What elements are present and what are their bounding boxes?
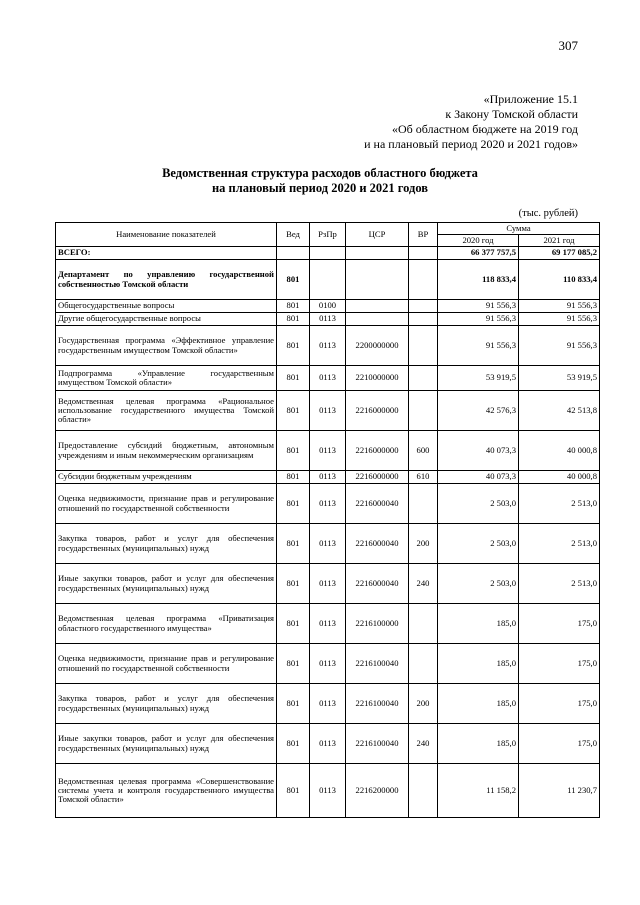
table-row <box>56 391 600 431</box>
table-row <box>56 684 600 724</box>
table-row <box>56 764 600 818</box>
appendix-line-2: к Закону Томской области <box>445 107 578 121</box>
cell-vr <box>409 604 438 644</box>
table-row <box>56 247 600 260</box>
cell-ved: 801 <box>277 724 310 764</box>
cell-2021: 11 230,7 <box>519 764 600 818</box>
cell-name: Ведомственная целевая программа «Приватизация областного государственного имущества» <box>56 604 277 644</box>
cell-vr <box>409 326 438 366</box>
cell-2021: 110 833,4 <box>519 260 600 300</box>
cell-ved: 801 <box>277 366 310 391</box>
cell-ved <box>277 247 310 260</box>
cell-name: Закупка товаров, работ и услуг для обеспечения государственных (муниципальных) нужд <box>56 684 277 724</box>
table-row <box>56 260 600 300</box>
cell-csr <box>346 313 409 326</box>
cell-csr: 2216000040 <box>346 484 409 524</box>
cell-rzpr: 0113 <box>310 644 346 684</box>
cell-2020: 118 833,4 <box>438 260 519 300</box>
cell-vr <box>409 484 438 524</box>
cell-vr: 200 <box>409 684 438 724</box>
cell-2020: 40 073,3 <box>438 431 519 471</box>
cell-ved: 801 <box>277 260 310 300</box>
cell-2021: 69 177 085,2 <box>519 247 600 260</box>
cell-ved: 801 <box>277 564 310 604</box>
header-rzpr: РзПр <box>310 223 346 247</box>
table-row <box>56 484 600 524</box>
cell-vr: 200 <box>409 524 438 564</box>
cell-2020: 91 556,3 <box>438 326 519 366</box>
cell-csr: 2216000000 <box>346 471 409 484</box>
header-sum: Сумма <box>438 223 600 235</box>
cell-name: Субсидии бюджетным учреждениям <box>56 471 277 484</box>
cell-vr <box>409 260 438 300</box>
cell-ved: 801 <box>277 326 310 366</box>
appendix-line-4: и на плановый период 2020 и 2021 годов» <box>364 137 578 151</box>
cell-2021: 175,0 <box>519 644 600 684</box>
cell-rzpr: 0113 <box>310 764 346 818</box>
page-number: 307 <box>558 38 578 53</box>
cell-2020: 11 158,2 <box>438 764 519 818</box>
table-row <box>56 604 600 644</box>
cell-2021: 175,0 <box>519 684 600 724</box>
cell-rzpr: 0100 <box>310 300 346 313</box>
cell-ved: 801 <box>277 604 310 644</box>
cell-csr <box>346 247 409 260</box>
cell-ved: 801 <box>277 431 310 471</box>
cell-name: Иные закупки товаров, работ и услуг для обеспечения государственных (муниципальных) нужд <box>56 724 277 764</box>
cell-ved: 801 <box>277 484 310 524</box>
cell-rzpr: 0113 <box>310 326 346 366</box>
cell-2020: 185,0 <box>438 724 519 764</box>
cell-2021: 2 513,0 <box>519 564 600 604</box>
cell-2021: 175,0 <box>519 724 600 764</box>
cell-2020: 91 556,3 <box>438 300 519 313</box>
cell-rzpr: 0113 <box>310 366 346 391</box>
cell-vr: 240 <box>409 564 438 604</box>
appendix-reference <box>364 92 578 152</box>
cell-rzpr <box>310 247 346 260</box>
cell-vr: 610 <box>409 471 438 484</box>
cell-csr: 2216000000 <box>346 391 409 431</box>
cell-rzpr: 0113 <box>310 604 346 644</box>
cell-rzpr: 0113 <box>310 391 346 431</box>
cell-2020: 40 073,3 <box>438 471 519 484</box>
cell-ved: 801 <box>277 300 310 313</box>
cell-csr: 2210000000 <box>346 366 409 391</box>
header-csr: ЦСР <box>346 223 409 247</box>
cell-csr: 2216000040 <box>346 524 409 564</box>
cell-2021: 42 513,8 <box>519 391 600 431</box>
table-row <box>56 326 600 366</box>
cell-ved: 801 <box>277 644 310 684</box>
cell-rzpr: 0113 <box>310 724 346 764</box>
cell-2021: 91 556,3 <box>519 313 600 326</box>
cell-rzpr <box>310 260 346 300</box>
units-label: (тыс. рублей) <box>518 208 578 219</box>
title-line-1: Ведомственная структура расходов областного бюджета <box>162 166 478 180</box>
cell-name: Иные закупки товаров, работ и услуг для обеспечения государственных (муниципальных) нужд <box>56 564 277 604</box>
cell-name: Ведомственная целевая программа «Рациональное использование государственного имущества Томской области» <box>56 391 277 431</box>
cell-rzpr: 0113 <box>310 313 346 326</box>
cell-ved: 801 <box>277 313 310 326</box>
cell-2020: 91 556,3 <box>438 313 519 326</box>
header-ved: Вед <box>277 223 310 247</box>
header-2020: 2020 год <box>438 235 519 247</box>
cell-rzpr: 0113 <box>310 471 346 484</box>
cell-vr: 240 <box>409 724 438 764</box>
cell-vr <box>409 366 438 391</box>
cell-2020: 42 576,3 <box>438 391 519 431</box>
cell-2021: 2 513,0 <box>519 524 600 564</box>
cell-2020: 53 919,5 <box>438 366 519 391</box>
cell-csr: 2200000000 <box>346 326 409 366</box>
table-row <box>56 724 600 764</box>
cell-csr: 2216200000 <box>346 764 409 818</box>
cell-name: Ведомственная целевая программа «Совершенствование системы учета и контроля государственного имущества Томской области» <box>56 764 277 818</box>
cell-vr <box>409 764 438 818</box>
table-row <box>56 431 600 471</box>
cell-csr <box>346 300 409 313</box>
cell-csr: 2216100040 <box>346 724 409 764</box>
cell-2020: 2 503,0 <box>438 564 519 604</box>
cell-vr <box>409 644 438 684</box>
cell-csr: 2216100040 <box>346 644 409 684</box>
cell-name: Департамент по управлению государственной собственностью Томской области <box>56 260 277 300</box>
cell-csr: 2216000040 <box>346 564 409 604</box>
table-row <box>56 471 600 484</box>
cell-rzpr: 0113 <box>310 524 346 564</box>
title-line-2: на плановый период 2020 и 2021 годов <box>211 181 429 195</box>
cell-2020: 66 377 757,5 <box>438 247 519 260</box>
table-row <box>56 300 600 313</box>
cell-csr: 2216000000 <box>346 431 409 471</box>
cell-2021: 40 000,8 <box>519 471 600 484</box>
cell-name: Оценка недвижимости, признание прав и регулирование отношений по государственной собственности <box>56 644 277 684</box>
cell-2021: 91 556,3 <box>519 300 600 313</box>
cell-ved: 801 <box>277 471 310 484</box>
cell-2020: 185,0 <box>438 684 519 724</box>
cell-ved: 801 <box>277 764 310 818</box>
cell-2021: 91 556,3 <box>519 326 600 366</box>
cell-2021: 40 000,8 <box>519 431 600 471</box>
cell-2021: 175,0 <box>519 604 600 644</box>
cell-name: Закупка товаров, работ и услуг для обеспечения государственных (муниципальных) нужд <box>56 524 277 564</box>
table-row <box>56 644 600 684</box>
cell-rzpr: 0113 <box>310 684 346 724</box>
cell-csr: 2216100040 <box>346 684 409 724</box>
cell-name: Государственная программа «Эффективное управление государственным имуществом Томской области» <box>56 326 277 366</box>
cell-2021: 53 919,5 <box>519 366 600 391</box>
cell-ved: 801 <box>277 524 310 564</box>
cell-vr <box>409 247 438 260</box>
cell-ved: 801 <box>277 391 310 431</box>
cell-csr <box>346 260 409 300</box>
header-name: Наименование показателей <box>56 223 277 247</box>
header-vr: ВР <box>409 223 438 247</box>
table-row <box>56 313 600 326</box>
cell-vr: 600 <box>409 431 438 471</box>
appendix-line-1: «Приложение 15.1 <box>483 92 578 106</box>
cell-name: Другие общегосударственные вопросы <box>56 313 277 326</box>
header-2021: 2021 год <box>519 235 600 247</box>
cell-2021: 2 513,0 <box>519 484 600 524</box>
table-row <box>56 366 600 391</box>
table-row <box>56 524 600 564</box>
cell-ved: 801 <box>277 684 310 724</box>
cell-2020: 185,0 <box>438 644 519 684</box>
cell-name: Общегосударственные вопросы <box>56 300 277 313</box>
cell-csr: 2216100000 <box>346 604 409 644</box>
cell-vr <box>409 391 438 431</box>
appendix-line-3: «Об областном бюджете на 2019 год <box>392 122 578 136</box>
cell-rzpr: 0113 <box>310 431 346 471</box>
document-title <box>0 166 640 196</box>
cell-rzpr: 0113 <box>310 564 346 604</box>
cell-name: Оценка недвижимости, признание прав и регулирование отношений по государственной собственности <box>56 484 277 524</box>
cell-vr <box>409 300 438 313</box>
table-row <box>56 564 600 604</box>
cell-rzpr: 0113 <box>310 484 346 524</box>
cell-2020: 185,0 <box>438 604 519 644</box>
cell-vr <box>409 313 438 326</box>
cell-2020: 2 503,0 <box>438 524 519 564</box>
cell-2020: 2 503,0 <box>438 484 519 524</box>
cell-name: Предоставление субсидий бюджетным, автономным учреждениям и иным некоммерческим организациям <box>56 431 277 471</box>
budget-table <box>55 222 600 818</box>
cell-name: Подпрограмма «Управление государственным имуществом Томской области» <box>56 366 277 391</box>
cell-name: ВСЕГО: <box>56 247 277 260</box>
